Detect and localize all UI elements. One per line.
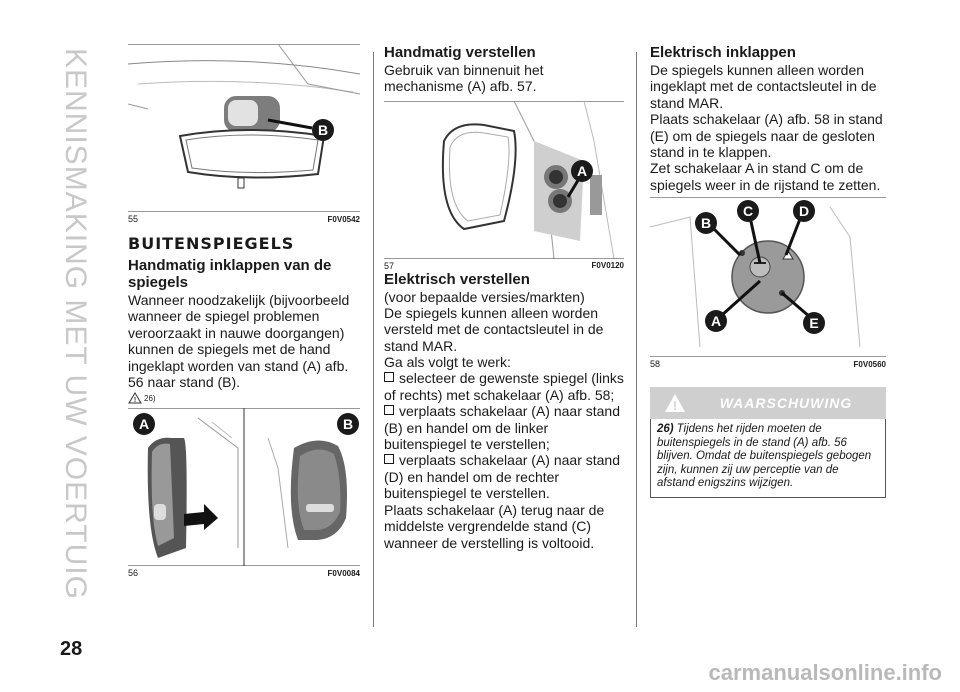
list-item-text: selecteer de gewenste spiegel (links of rechts) met schakelaar (A) afb. 58; bbox=[384, 370, 624, 403]
figure-label-e: E bbox=[809, 315, 819, 332]
warning-reference bbox=[128, 392, 360, 404]
warning-ref-number: 26) bbox=[144, 393, 156, 403]
warning-triangle-icon bbox=[664, 393, 686, 413]
body-paragraph: Zet schakelaar A in stand C om de spiegels weer in de rijstand te zetten. bbox=[650, 160, 881, 193]
list-item-text: verplaats schakelaar (A) naar stand (D) en handel om de rechter buitenspiegel te verstellen. bbox=[384, 452, 620, 502]
figure-number: 58 bbox=[650, 359, 661, 370]
column-divider bbox=[373, 52, 374, 627]
figure-55 bbox=[128, 44, 360, 224]
warning-number: 26) bbox=[657, 423, 674, 436]
rearview-mirror-illustration bbox=[128, 44, 360, 212]
figure-caption bbox=[128, 568, 360, 578]
figure-code: F0V0560 bbox=[853, 359, 886, 369]
figure-number: 57 bbox=[384, 260, 395, 271]
body-paragraph: Plaats schakelaar (A) terug naar de middelste vergrendelde stand (C) wanneer de verstelling is voltooid. bbox=[384, 501, 605, 551]
body-paragraph: Wanneer noodzakelijk (bijvoorbeeld wanneer de spiegel problemen veroorzaakt in nauwe doorgangen) kunnen de spiegels met de hand ingeklapt worden van stand (A) afb. 56 naar stand (B). bbox=[128, 292, 350, 391]
subsection-heading: Handmatig verstellen bbox=[384, 44, 536, 61]
figure-label-b: B bbox=[342, 416, 354, 433]
column-1 bbox=[128, 44, 360, 584]
body-paragraph: De spiegels kunnen alleen worden versteld met de contactsleutel in de stand MAR. bbox=[384, 304, 604, 354]
checkbox-bullet-icon bbox=[384, 454, 394, 464]
warning-header bbox=[650, 387, 886, 419]
side-mirror-fold-illustration bbox=[128, 408, 360, 566]
figure-label-c: C bbox=[742, 203, 754, 220]
list-item-text: verplaats schakelaar (A) naar stand (B) en handel om de linker buitenspiegel te verstellen; bbox=[384, 403, 620, 453]
figure-number: 55 bbox=[128, 214, 139, 224]
subsection-heading: Elektrisch inklappen bbox=[650, 44, 796, 61]
figure-58 bbox=[650, 197, 886, 369]
manual-adjust-lever-illustration bbox=[384, 101, 624, 259]
figure-code: F0V0084 bbox=[327, 568, 360, 578]
figure-label-a: A bbox=[710, 313, 722, 330]
availability-note: (voor bepaalde versies/markten) bbox=[384, 288, 585, 305]
figure-label-b: B bbox=[700, 215, 712, 232]
column-3 bbox=[650, 44, 886, 498]
figure-label-b: B bbox=[317, 122, 329, 138]
figure-label-a: A bbox=[138, 416, 150, 433]
body-paragraph: Plaats schakelaar (A) afb. 58 in stand (E) om de spiegels naar de gesloten stand in te klappen. bbox=[650, 111, 883, 161]
body-paragraph: Ga als volgt te werk: bbox=[384, 354, 511, 371]
warning-title: WAARSCHUWING bbox=[719, 395, 853, 412]
svg-text:!: ! bbox=[673, 399, 677, 414]
warning-box bbox=[650, 419, 886, 498]
svg-text:!: ! bbox=[133, 397, 137, 405]
column-2 bbox=[384, 44, 624, 551]
section-title: BUITENSPIEGELS bbox=[128, 234, 295, 253]
body-paragraph: De spiegels kunnen alleen worden ingeklapt met de contactsleutel in de stand MAR. bbox=[650, 62, 877, 111]
watermark: carmanualsonline.info bbox=[708, 660, 942, 685]
figure-number: 56 bbox=[128, 568, 139, 579]
figure-caption bbox=[128, 214, 360, 224]
figure-caption bbox=[384, 261, 624, 271]
page-number: 28 bbox=[60, 638, 83, 660]
list-item bbox=[384, 452, 624, 501]
figure-caption bbox=[650, 359, 886, 369]
list-item bbox=[384, 403, 624, 452]
checkbox-bullet-icon bbox=[384, 405, 394, 415]
list-item bbox=[384, 370, 624, 403]
chapter-side-title: KENNISMAKING MET UW VOERTUIG bbox=[59, 48, 92, 600]
figure-code: F0V0542 bbox=[327, 214, 360, 224]
figure-56 bbox=[128, 408, 360, 578]
figure-label-a: A bbox=[576, 162, 588, 179]
body-paragraph: Gebruik van binnenuit het mechanisme (A) afb. 57. bbox=[384, 62, 544, 95]
checkbox-bullet-icon bbox=[384, 372, 394, 382]
figure-code: F0V0120 bbox=[591, 261, 624, 271]
mirror-switch-illustration bbox=[650, 197, 886, 357]
figure-label-d: D bbox=[798, 203, 810, 220]
warning-text: Tijdens het rijden moeten de buitenspiegels in de stand (A) afb. 56 blijven. Omdat de buitenspiegels gebogen zijn, kunnen zij uw perceptie van de afstand enigszins wijzigen. bbox=[657, 423, 872, 490]
warning-triangle-icon bbox=[128, 392, 142, 404]
subsection-heading: Handmatig inklappen van de spiegels bbox=[128, 257, 332, 291]
column-divider bbox=[636, 52, 637, 627]
figure-57 bbox=[384, 101, 624, 271]
subsection-heading: Elektrisch verstellen bbox=[384, 270, 530, 288]
